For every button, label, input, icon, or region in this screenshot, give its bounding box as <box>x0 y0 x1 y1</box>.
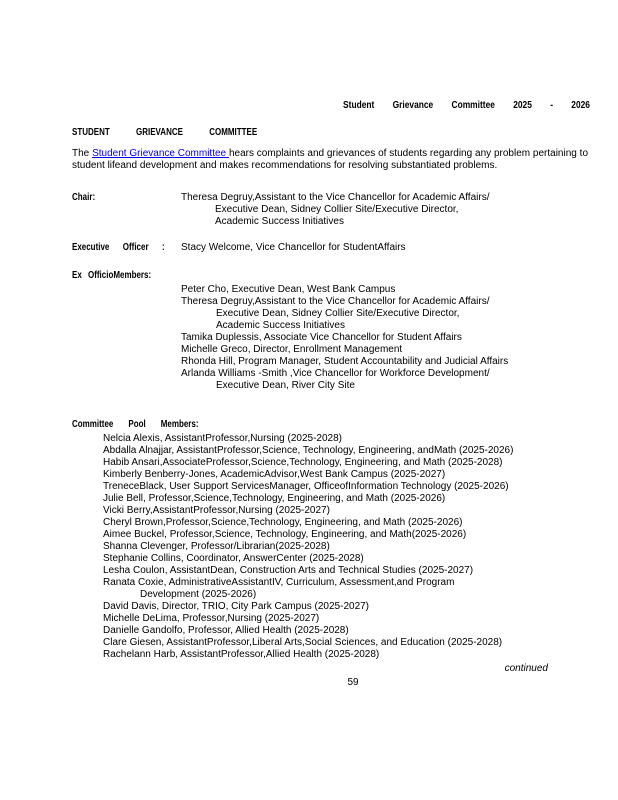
pool-member: Vicki Berry,AssistantProfessor,Nursing (2025-2027) <box>103 505 330 516</box>
chair-value <box>181 192 590 228</box>
ex-officio-member: Executive Dean, River City Site <box>216 380 355 391</box>
pool-label-line <box>72 419 590 431</box>
intro-suffix: hears complaints and grievances of students regarding any problem pertaining to student lifeand development and makes recommendations for resolving substantiated problems. <box>72 148 589 171</box>
pool-member: Rachelann Harb, AssistantProfessor,Allied Health (2025-2028) <box>103 649 380 660</box>
page-title: STUDENT GRIEVANCE COMMITTEE <box>72 127 258 138</box>
executive-officer-line: Stacy Welcome, Vice Chancellor for StudentAffairs <box>181 242 406 253</box>
chair-line: Academic Success Initiatives <box>215 216 344 227</box>
pool-label: Committee Pool Members: <box>72 419 199 430</box>
pool-member: Julie Bell, Professor,Science,Technology, Engineering, and Math (2025-2026) <box>103 493 446 504</box>
chair-line: Executive Dean, Sidney Collier Site/Executive Director, <box>215 204 459 215</box>
ex-officio-member: Tamika Duplessis, Associate Vice Chancellor for Student Affairs <box>181 332 462 343</box>
continued-note: continued <box>504 663 548 674</box>
ex-officio-member: Peter Cho, Executive Dean, West Bank Campus <box>181 284 396 295</box>
student-grievance-committee-link[interactable]: Student Grievance Committee <box>92 148 229 159</box>
chair-row <box>72 192 590 228</box>
pool-member: Development (2025-2026) <box>140 589 257 600</box>
ex-officio-member: Theresa Degruy,Assistant to the Vice Chancellor for Academic Affairs/ <box>181 296 490 307</box>
ex-officio-member: Rhonda Hill, Program Manager, Student Accountability and Judicial Affairs <box>181 356 509 367</box>
ex-officio-member: Michelle Greco, Director, Enrollment Management <box>181 344 403 355</box>
running-header <box>72 100 590 112</box>
page-content <box>0 100 618 689</box>
intro-prefix: The <box>72 148 93 159</box>
executive-officer-row <box>72 242 590 254</box>
ex-officio-member: Executive Dean, Sidney Collier Site/Executive Director, <box>216 308 460 319</box>
pool-member: Danielle Gandolfo, Professor, Allied Health (2025-2028) <box>103 625 349 636</box>
pool-member-list <box>103 433 590 661</box>
ex-officio-list <box>181 284 590 392</box>
pool-member: Lesha Coulon, AssistantDean, Construction Arts and Technical Studies (2025-2027) <box>103 565 474 576</box>
pool-member: Habib Ansari,AssociateProfessor,Science,Technology, Engineering, and Math (2025-2028) <box>103 457 503 468</box>
executive-officer-label: Executive Officer : <box>72 242 165 253</box>
pool-member: Stephanie Collins, Coordinator, AnswerCenter (2025-2028) <box>103 553 364 564</box>
pool-member: Nelcia Alexis, AssistantProfessor,Nursing (2025-2028) <box>103 433 343 444</box>
ex-officio-label: Ex OfficioMembers: <box>72 270 152 281</box>
pool-member: TreneceBlack, User Support ServicesManager, OfficeofInformation Technology (2025-2026) <box>103 481 509 492</box>
chair-label: Chair: <box>72 192 96 203</box>
pool-member: Shanna Clevenger, Professor/Librarian(2025-2028) <box>103 541 330 552</box>
running-header-text: Student Grievance Committee 2025 - 2026 <box>343 100 590 111</box>
pool-member: Abdalla Alnajjar, AssistantProfessor,Science, Technology, Engineering, andMath (2025-2026) <box>103 445 514 456</box>
pool-member: Ranata Coxie, AdministrativeAssistantIV, Curriculum, Assessment,and Program <box>103 577 455 588</box>
executive-officer-label-col <box>72 242 181 254</box>
pool-member: Clare Giesen, AssistantProfessor,Liberal Arts,Social Sciences, and Education (2025-2028) <box>103 637 503 648</box>
section-title-line <box>72 127 590 139</box>
pool-member: Kimberly Benberry-Jones, AcademicAdvisor,West Bank Campus (2025-2027) <box>103 469 446 480</box>
page-number: 59 <box>347 677 359 688</box>
chair-label-col <box>72 192 181 204</box>
pool-member: David Davis, Director, TRIO, City Park Campus (2025-2027) <box>103 601 370 612</box>
executive-officer-value <box>181 242 590 254</box>
pool-member: Aimee Buckel, Professor,Science, Technology, Engineering, and Math(2025-2026) <box>103 529 467 540</box>
intro-paragraph <box>72 148 588 172</box>
pool-member: Cheryl Brown,Professor,Science,Technology, Engineering, and Math (2025-2026) <box>103 517 463 528</box>
pool-member: Michelle DeLima, Professor,Nursing (2025-2027) <box>103 613 320 624</box>
ex-officio-member: Academic Success Initiatives <box>216 320 345 331</box>
chair-line: Theresa Degruy,Assistant to the Vice Chancellor for Academic Affairs/ <box>181 192 490 203</box>
ex-officio-label-line <box>72 270 590 282</box>
ex-officio-member: Arlanda Williams -Smith ,Vice Chancellor for Workforce Development/ <box>181 368 490 379</box>
